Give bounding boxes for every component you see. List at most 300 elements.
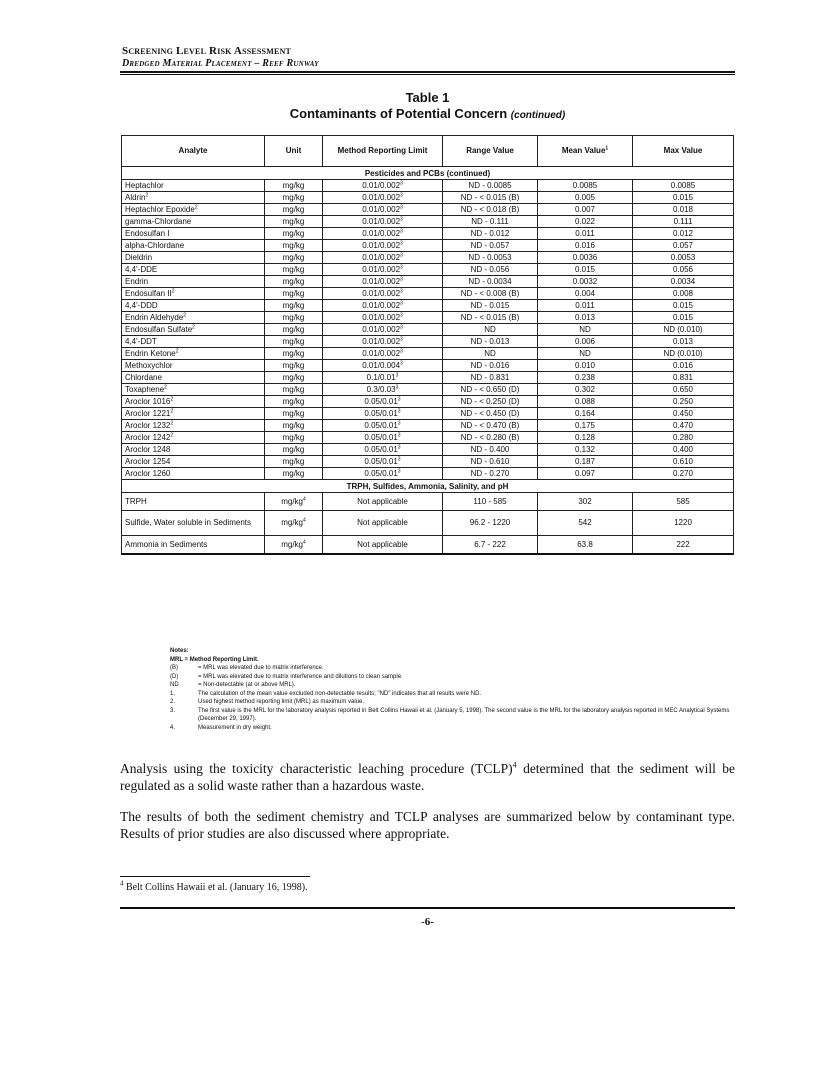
cell-mrl-sup: 3 [400,228,403,235]
cell-mean-text: ND [579,325,591,334]
cell-mrl [323,192,443,204]
cell-mrl [323,408,443,420]
cell-unit-sup: 4 [303,539,306,546]
cell-mean [538,240,633,252]
cell-max [633,192,734,204]
cell-mean [538,372,633,384]
cell-analyte [122,336,265,348]
table-row [122,360,734,372]
cell-unit [265,456,323,468]
table-row [122,312,734,324]
cell-unit-text: mg/kg [282,385,305,394]
cell-unit [265,204,323,216]
cell-range-text: ND - < 0.018 (B) [460,205,520,214]
cell-mean [538,360,633,372]
cell-analyte-sup: 2 [145,192,149,199]
cell-mrl [323,288,443,300]
cell-mean-text: 0.007 [574,205,596,214]
section-title-text: Pesticides and PCBs (continued) [364,168,491,178]
notes-list [170,664,730,732]
cell-mrl [323,312,443,324]
contaminants-table [121,135,734,555]
running-header-title: Screening Level Risk Assessment [122,45,292,57]
cell-max [633,312,734,324]
cell-analyte-sup: 2 [170,408,174,415]
cell-range-text: ND - 0.015 [470,301,510,310]
col-header-mean-sup: 1 [605,145,609,152]
cell-unit-text: mg/kg [282,457,305,466]
cell-mrl [323,324,443,336]
cell-analyte-text: Toxaphene [125,385,165,394]
cell-range [443,204,538,216]
cell-analyte-text: Aroclor 1260 [125,469,171,478]
cell-range [443,276,538,288]
cell-range [443,240,538,252]
cell-range-text: ND - < 0.015 (B) [460,193,520,202]
cell-mrl-sup: 3 [395,384,399,391]
notes-mrl-definition: MRL = Method Reporting Limit. [170,656,259,663]
cell-unit [265,336,323,348]
table-row [122,511,734,536]
cell-mean [538,444,633,456]
cell-max [633,511,734,536]
cell-max [633,276,734,288]
cell-mean-text: 0.097 [574,469,596,478]
cell-unit-text: mg/kg [281,540,303,549]
cell-analyte-text: Aldrin [125,193,146,202]
cell-analyte [122,408,265,420]
cell-mrl-text: 0.01/0.002 [362,277,401,286]
cell-range [443,420,538,432]
cell-analyte [122,264,265,276]
cell-max [633,456,734,468]
cell-max [633,420,734,432]
table-notes [170,647,730,732]
section-header-trph [122,480,734,493]
cell-mrl-text: 0.05/0.01 [364,457,398,466]
cell-unit [265,493,323,511]
table-row [122,396,734,408]
cell-analyte-text: Aroclor 1232 [125,421,171,430]
cell-max [633,240,734,252]
cell-mrl-sup: 3 [400,348,403,355]
cell-range-text: ND - 0.0053 [468,253,512,262]
cell-unit-text: mg/kg [282,241,305,250]
note-item [170,707,730,724]
cell-mrl [323,204,443,216]
cell-analyte [122,252,265,264]
cell-mrl [323,216,443,228]
table-row [122,180,734,192]
table-row [122,432,734,444]
cell-mean [538,536,633,555]
cell-analyte-sup: 2 [164,384,167,391]
cell-unit [265,444,323,456]
cell-analyte-text: alpha-Chlordane [125,241,185,250]
cell-mean [538,180,633,192]
table-row [122,372,734,384]
cell-mrl [323,444,443,456]
cell-unit [265,228,323,240]
cell-max [633,408,734,420]
note-item [170,690,730,699]
cell-range-text: ND - 0.831 [470,373,510,382]
paragraph-tclp-text-2: determined that the sediment will be regulated as a solid waste rather than a hazardous waste. [120,761,735,793]
cell-mrl-sup: 3 [400,312,403,319]
cell-mrl-text: 0.05/0.01 [364,469,398,478]
cell-max-text: 0.450 [672,409,694,418]
cell-analyte-text: Chlordane [125,373,162,382]
cell-mrl-sup: 3 [397,444,401,451]
cell-mrl-text: 0.01/0.002 [362,265,401,274]
footnote-ref: 4 [512,760,517,770]
cell-analyte [122,288,265,300]
cell-analyte-sup: 2 [194,204,198,211]
cell-unit [265,264,323,276]
cell-max [633,252,734,264]
cell-max-text: 0.610 [672,457,694,466]
cell-mean [538,192,633,204]
cell-mean [538,228,633,240]
cell-unit-text: mg/kg [282,373,305,382]
table-row [122,456,734,468]
cell-unit [265,348,323,360]
cell-unit [265,468,323,480]
cell-range [443,348,538,360]
cell-unit-text: mg/kg [282,337,305,346]
cell-mrl [323,493,443,511]
footnote-rule [120,876,310,877]
col-header-mrl: Method Reporting Limit [323,136,443,167]
cell-mrl-text: 0.05/0.01 [364,409,398,418]
cell-range [443,444,538,456]
cell-mrl-sup: 3 [400,180,403,187]
table-row [122,384,734,396]
cell-mean-text: 302 [578,497,592,506]
cell-range [443,288,538,300]
cell-mrl-text: 0.01/0.002 [362,337,401,346]
table-row [122,493,734,511]
cell-unit-text: mg/kg [282,361,305,370]
cell-max [633,536,734,555]
cell-max-text: 0.018 [672,205,694,214]
cell-mean-text: 0.302 [574,385,596,394]
cell-mrl-text: 0.01/0.002 [362,205,401,214]
cell-max-text: 222 [676,540,690,549]
cell-analyte-text: Aroclor 1248 [125,445,171,454]
cell-mrl [323,240,443,252]
cell-analyte [122,216,265,228]
cell-max-text: ND (0.010) [663,325,703,334]
cell-analyte [122,180,265,192]
cell-max-text: 0.250 [672,397,694,406]
cell-mrl-text: 0.01/0.002 [362,241,401,250]
cell-mrl-text: 0.3/0.03 [366,385,396,394]
cell-mean-text: 0.238 [574,373,596,382]
cell-unit-text: mg/kg [282,181,305,190]
cell-unit-sup: 4 [303,517,306,524]
cell-unit-text: mg/kg [282,409,305,418]
cell-analyte [122,360,265,372]
cell-range-text: ND - < 0.470 (B) [460,421,520,430]
cell-mrl-text: 0.01/0.002 [362,313,401,322]
cell-analyte-sup: 2 [171,288,175,295]
cell-mrl-sup: 3 [400,252,403,259]
cell-analyte-text: Dieldrin [125,253,153,262]
cell-mean [538,456,633,468]
table-number: Table 1 [405,90,450,105]
table-row [122,276,734,288]
cell-unit-text: mg/kg [282,421,305,430]
cell-max [633,432,734,444]
cell-mrl [323,360,443,372]
cell-analyte-text: Endosulfan II [125,289,172,298]
cell-unit-text: mg/kg [282,265,305,274]
cell-max-text: 0.0053 [670,253,696,262]
cell-mean [538,511,633,536]
cell-range [443,372,538,384]
cell-range-text: ND - 0.0034 [468,277,512,286]
cell-unit [265,240,323,252]
paragraph-tclp [120,760,735,794]
cell-analyte-sup: 2 [170,432,174,439]
cell-mrl-sup: 3 [395,372,399,379]
cell-analyte [122,511,265,536]
cell-range [443,536,538,555]
cell-analyte-text: 4,4'-DDD [125,301,158,310]
cell-mrl [323,336,443,348]
note-key: 1. [170,690,176,697]
cell-analyte-text: Heptachlor [125,181,164,190]
cell-mean [538,276,633,288]
cell-analyte-text: Heptachlor Epoxide [125,205,195,214]
cell-range-text: ND - 0.610 [470,457,510,466]
cell-analyte-text: Aroclor 1016 [125,397,171,406]
cell-range [443,511,538,536]
cell-analyte [122,312,265,324]
note-item [170,673,730,682]
table-title-text: Contaminants of Potential Concern [289,106,508,121]
cell-analyte-sup: 2 [175,348,179,355]
cell-mrl [323,348,443,360]
cell-mrl-sup: 3 [400,360,403,367]
cell-range-text: ND - 0.056 [470,265,510,274]
cell-max-text: 0.0034 [670,277,696,286]
cell-mean-text: 0.013 [574,313,596,322]
cell-mrl [323,372,443,384]
cell-mrl-sup: 3 [400,216,403,223]
section-title: TRPH, Sulfides, Ammonia, Salinity, and pH [122,480,734,493]
cell-unit-text: mg/kg [281,497,303,506]
cell-mrl-sup: 3 [400,240,403,247]
cell-mrl-sup: 3 [400,264,403,271]
col-header-range: Range Value [443,136,538,167]
cell-range-text: ND - 0.013 [470,337,510,346]
note-text: = MRL was elevated due to matrix interference and dilutions to clean sample. [198,673,403,680]
cell-unit [265,324,323,336]
col-header-mean-text: Mean Value [561,146,606,155]
cell-unit [265,252,323,264]
cell-mrl-text: 0.01/0.002 [362,349,401,358]
table-row [122,300,734,312]
table-row [122,408,734,420]
cell-unit [265,408,323,420]
cell-mean-text: 0.006 [574,337,596,346]
cell-analyte-text: 4,4'-DDE [125,265,158,274]
cell-mean-text: 63.8 [577,540,593,549]
cell-unit-text: mg/kg [282,229,305,238]
cell-analyte-text: Aroclor 1221 [125,409,171,418]
cell-range [443,384,538,396]
note-text: The first value is the MRL for the laboratory analysis reported in Belt Collins Hawaii et al. (January 5, 1998). The second value is the MRL for the laboratory analysis reported in MEC Analytical Systems (December 29, 1997). [198,707,730,722]
cell-unit-text: mg/kg [282,313,305,322]
cell-analyte [122,192,265,204]
cell-range [443,493,538,511]
cell-max [633,372,734,384]
cell-range [443,336,538,348]
cell-range-text: ND - 0.057 [470,241,510,250]
cell-unit [265,396,323,408]
cell-mean [538,324,633,336]
cell-mean [538,432,633,444]
cell-unit [265,192,323,204]
cell-max-text: 1220 [674,518,692,527]
table-row [122,228,734,240]
note-item [170,698,730,707]
cell-mrl [323,300,443,312]
cell-analyte-text: Endosulfan Sulfate [125,325,193,334]
footnote-text: Belt Collins Hawaii et al. (January 16, 1998). [123,882,308,893]
cell-analyte-sup: 2 [170,396,174,403]
cell-mean-text: 0.175 [574,421,596,430]
cell-mean-text: 0.088 [574,397,596,406]
col-header-analyte: Analyte [122,136,265,167]
cell-analyte [122,444,265,456]
cell-max-text: 0.015 [672,301,694,310]
cell-unit-text: mg/kg [282,325,305,334]
footer-rule [120,907,735,909]
cell-max-text: 0.012 [672,229,694,238]
cell-max [633,180,734,192]
cell-mean [538,348,633,360]
cell-analyte [122,240,265,252]
cell-unit-text: mg/kg [282,193,305,202]
cell-unit [265,312,323,324]
cell-unit [265,420,323,432]
cell-mrl-text: Not applicable [357,540,408,549]
cell-unit-text: mg/kg [282,277,305,286]
cell-max-text: 0.270 [672,469,694,478]
table-row [122,192,734,204]
cell-mrl-text: 0.05/0.01 [364,397,398,406]
cell-unit [265,372,323,384]
cell-mrl-text: 0.01/0.002 [362,301,401,310]
cell-range-text: ND - < 0.450 (D) [460,409,520,418]
cell-mean-text: 542 [578,518,592,527]
cell-mean-text: 0.164 [574,409,596,418]
cell-analyte [122,228,265,240]
cell-analyte [122,324,265,336]
cell-range-text: ND - < 0.008 (B) [460,289,520,298]
table-row [122,336,734,348]
note-key: (D) [170,673,179,680]
cell-mrl-text: 0.1/0.01 [366,373,396,382]
cell-mean [538,420,633,432]
cell-analyte [122,384,265,396]
running-header-subtitle: Dredged Material Placement – Reef Runway [122,58,319,69]
cell-range [443,228,538,240]
cell-unit-text: mg/kg [282,445,305,454]
cell-range-text: ND - 0.270 [470,469,510,478]
cell-unit [265,276,323,288]
cell-analyte-sup: 2 [183,312,187,319]
page-number: -6- [421,916,434,928]
header-rule-thin [120,74,735,75]
cell-mrl [323,511,443,536]
cell-analyte [122,468,265,480]
cell-mrl [323,456,443,468]
cell-mrl-sup: 3 [397,456,401,463]
cell-mrl-text: 0.01/0.004 [362,361,401,370]
note-text: The calculation of the mean value excluded non-detectable results; "ND" indicates that all results were ND. [198,690,482,697]
col-header-unit: Unit [265,136,323,167]
table-row [122,420,734,432]
cell-analyte [122,204,265,216]
cell-mrl [323,384,443,396]
cell-analyte-sup: 2 [192,324,195,331]
cell-analyte-text: Endrin Aldehyde [125,313,184,322]
cell-mrl-sup: 3 [400,324,403,331]
cell-mrl-text: Not applicable [357,518,408,527]
cell-range [443,252,538,264]
cell-mrl-text: 0.05/0.01 [364,421,398,430]
cell-mrl [323,252,443,264]
cell-max-text: 0.400 [672,445,694,454]
cell-unit [265,300,323,312]
cell-range [443,300,538,312]
cell-mrl-sup: 3 [400,300,403,307]
cell-mrl-sup: 3 [400,288,403,295]
cell-mean [538,288,633,300]
cell-mrl [323,276,443,288]
cell-max [633,444,734,456]
cell-range-text: ND - 0.016 [470,361,510,370]
cell-unit-text: mg/kg [282,397,305,406]
note-key: ND [170,682,179,688]
cell-mean [538,300,633,312]
cell-analyte-text: TRPH [125,497,147,506]
cell-max [633,360,734,372]
cell-analyte-text: Sulfide, Water soluble in Sediments [125,518,251,527]
cell-range-text: ND - < 0.650 (D) [460,385,520,394]
cell-mrl-text: 0.01/0.002 [362,253,401,262]
section-title [122,167,734,180]
cell-max [633,336,734,348]
cell-mean-text: 0.022 [574,217,596,226]
cell-range-text: ND - < 0.280 (B) [460,433,520,442]
cell-mrl-text: 0.01/0.002 [362,325,401,334]
cell-unit [265,180,323,192]
cell-unit-text: mg/kg [282,301,305,310]
cell-range [443,264,538,276]
cell-mrl-text: 0.01/0.002 [362,193,401,202]
table-row [122,468,734,480]
cell-max-text: 0.280 [672,433,694,442]
cell-max-text: 0.016 [672,361,694,370]
cell-unit-text: mg/kg [282,289,305,298]
cell-range-text: 6.7 - 222 [474,540,506,549]
cell-mrl-sup: 3 [400,192,403,199]
